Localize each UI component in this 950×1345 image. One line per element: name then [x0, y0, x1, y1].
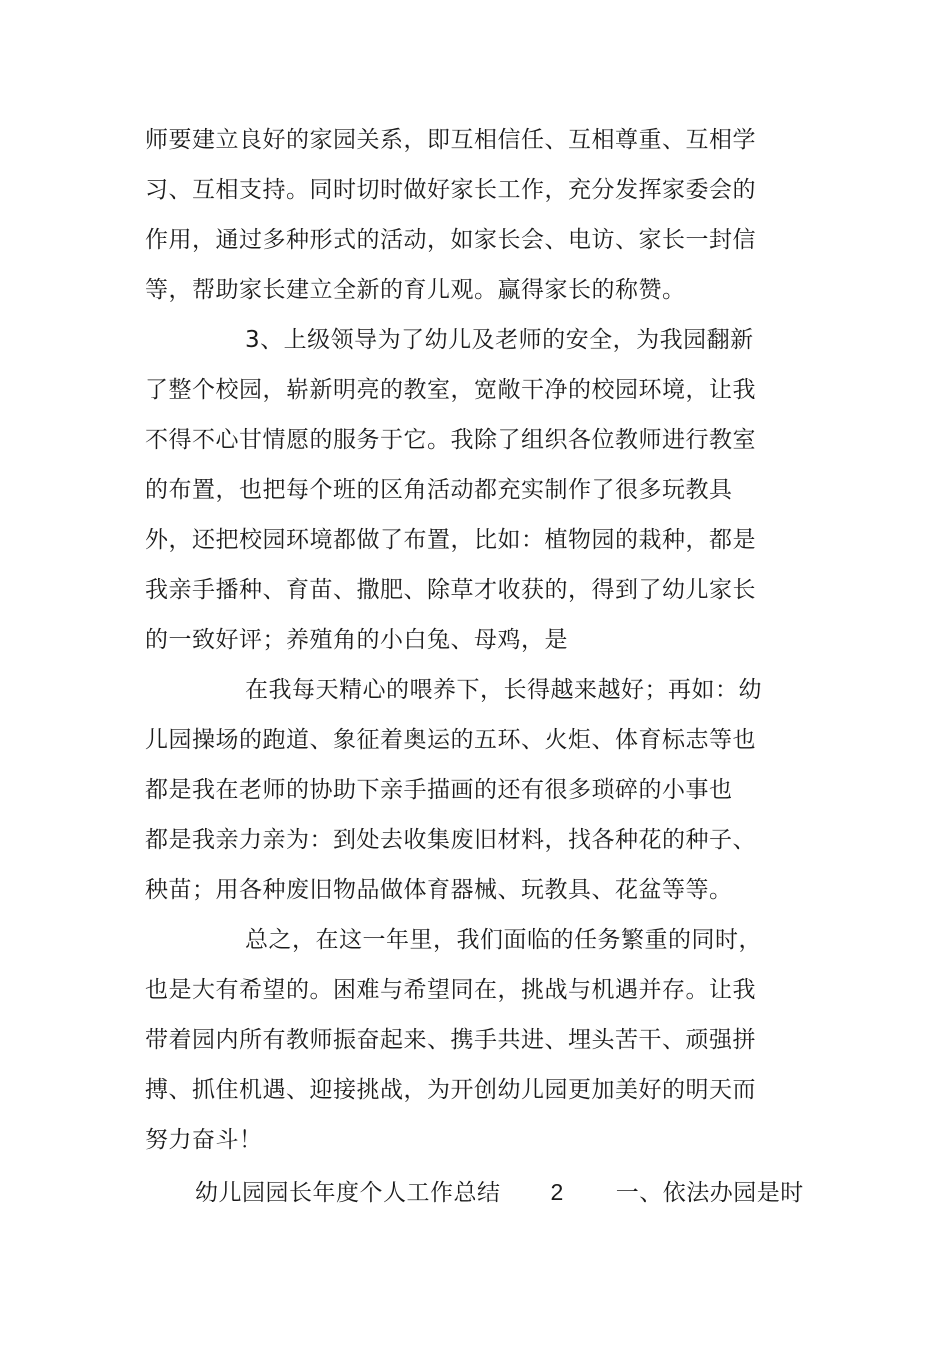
text-line: 都是我在老师的协助下亲手描画的还有很多琐碎的小事也 [145, 777, 733, 803]
text-line: 外，还把校园环境都做了布置，比如：植物园的栽种，都是 [145, 527, 756, 553]
paragraph-start-line: 在我每天精心的喂养下，长得越来越好；再如：幼 [245, 677, 762, 703]
text-line: 作用，通过多种形式的活动，如家长会、电访、家长一封信 [145, 227, 756, 253]
text-line: 师要建立良好的家园关系，即互相信任、互相尊重、互相学 [145, 127, 756, 153]
text-line: 儿园操场的跑道、象征着奥运的五环、火炬、体育标志等也 [145, 727, 756, 753]
paragraph-start-line: 3、上级领导为了幼儿及老师的安全，为我园翻新 [245, 327, 754, 353]
text-line: 的布置，也把每个班的区角活动都充实制作了很多玩教具 [145, 477, 733, 503]
heading-title: 幼儿园园长年度个人工作总结 [195, 1180, 501, 1206]
text-line: 了整个校园，崭新明亮的教室，宽敞干净的校园环境，让我 [145, 377, 756, 403]
text-line: 努力奋斗！ [145, 1127, 263, 1153]
heading-continuation: 一、依法办园是时 [615, 1180, 804, 1206]
paragraph-start-line: 总之，在这一年里，我们面临的任务繁重的同时， [245, 927, 762, 953]
text-line: 秧苗；用各种废旧物品做体育器械、玩教具、花盆等等。 [145, 877, 733, 903]
text-line: 搏、抓住机遇、迎接挑战，为开创幼儿园更加美好的明天而 [145, 1077, 756, 1103]
text-line: 的一致好评；养殖角的小白兔、母鸡，是 [145, 627, 568, 653]
text-line: 习、互相支持。同时切时做好家长工作，充分发挥家委会的 [145, 177, 756, 203]
text-line: 等，帮助家长建立全新的育儿观。赢得家长的称赞。 [145, 277, 686, 303]
text-line: 也是大有希望的。困难与希望同在，挑战与机遇并存。让我 [145, 977, 756, 1003]
text-line: 都是我亲力亲为：到处去收集废旧材料，找各种花的种子、 [145, 827, 756, 853]
text-line: 带着园内所有教师振奋起来、携手共进、埋头苦干、顽强拼 [145, 1027, 756, 1053]
section-heading [195, 1177, 804, 1207]
text-line: 不得不心甘情愿的服务于它。我除了组织各位教师进行教室 [145, 427, 756, 453]
text-line: 我亲手播种、育苗、撒肥、除草才收获的，得到了幼儿家长 [145, 577, 756, 603]
heading-number: 2 [550, 1179, 564, 1205]
